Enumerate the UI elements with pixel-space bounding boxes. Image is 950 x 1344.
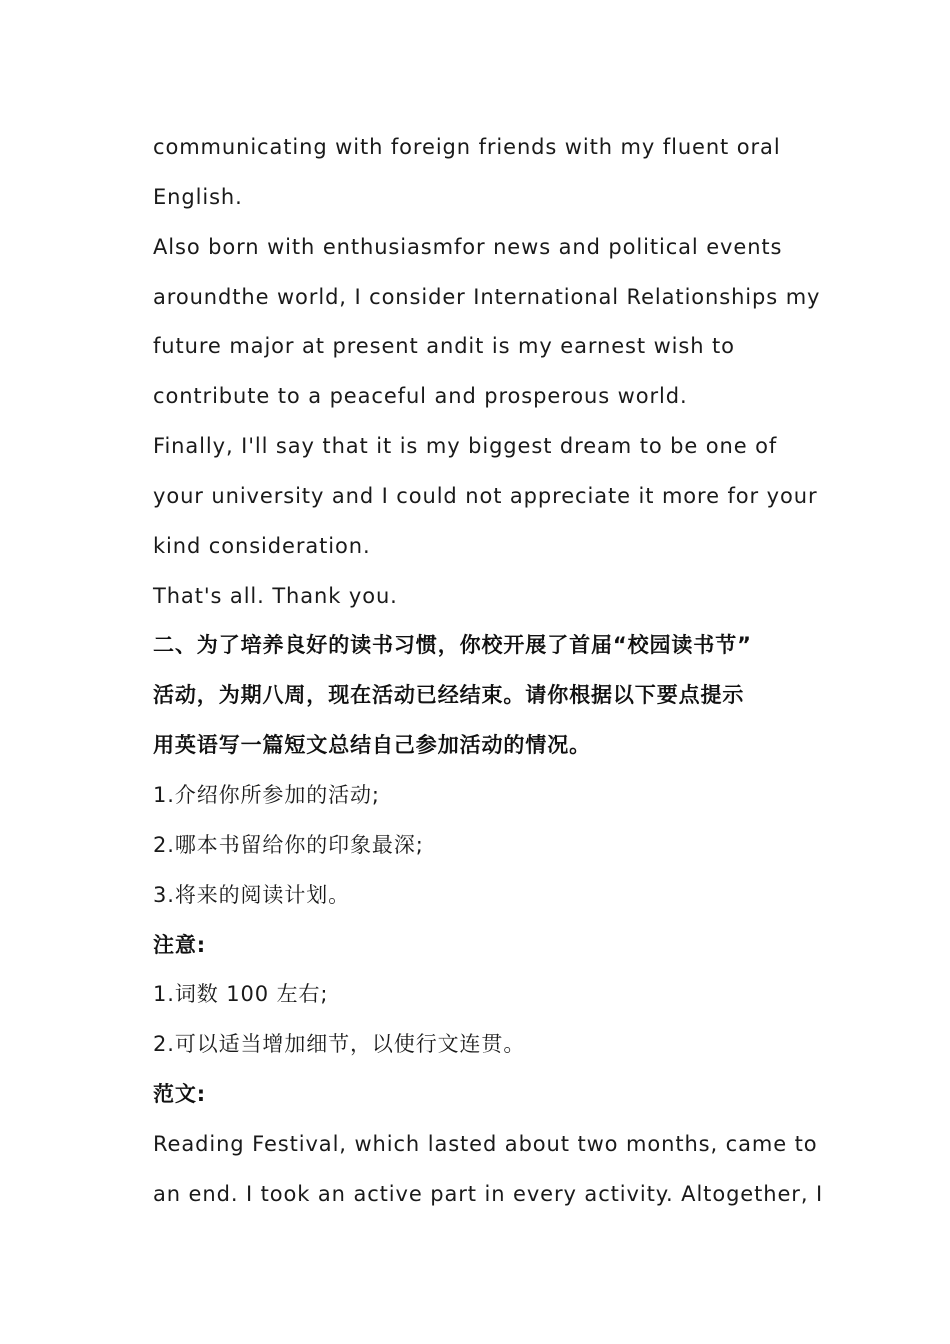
text-line: Reading Festival, which lasted about two months, came to xyxy=(153,1131,818,1156)
text-line: Finally, I'll say that it is my biggest dream to be one of xyxy=(153,434,778,459)
list-item: 2.哪本书留给你的印象最深; xyxy=(153,832,424,857)
text-line: That's all. Thank you. xyxy=(153,583,398,608)
text-line: kind consideration. xyxy=(153,533,371,558)
text-line: English. xyxy=(153,184,243,209)
text-line: aroundthe world, I consider International Relationships my xyxy=(153,284,821,309)
text-line: future major at present andit is my earnest wish to xyxy=(153,334,735,359)
task-heading-line: 二、为了培养良好的读书习惯，你校开展了首届“校园读书节” xyxy=(153,633,752,658)
list-item: 3.将来的阅读计划。 xyxy=(153,882,351,907)
list-item: 1.介绍你所参加的活动; xyxy=(153,782,380,807)
task-heading-line: 活动，为期八周，现在活动已经结束。请你根据以下要点提示 xyxy=(153,683,745,708)
text-line: communicating with foreign friends with my fluent oral xyxy=(153,135,781,159)
document-body xyxy=(153,123,824,1220)
sample-essay-heading: 范文: xyxy=(153,1082,207,1107)
text-line: an end. I took an active part in every activity. Altogether, I xyxy=(153,1181,824,1206)
list-item: 2.可以适当增加细节，以使行文连贯。 xyxy=(153,1032,526,1057)
task-heading-line: 用英语写一篇短文总结自己参加活动的情况。 xyxy=(153,733,591,758)
list-item: 1.词数 100 左右; xyxy=(153,982,329,1007)
notes-heading: 注意: xyxy=(153,932,207,957)
text-line: Also born with enthusiasmfor news and political events xyxy=(153,234,783,259)
text-line: contribute to a peaceful and prosperous world. xyxy=(153,384,688,409)
text-line: your university and I could not appreciate it more for your xyxy=(153,483,818,508)
